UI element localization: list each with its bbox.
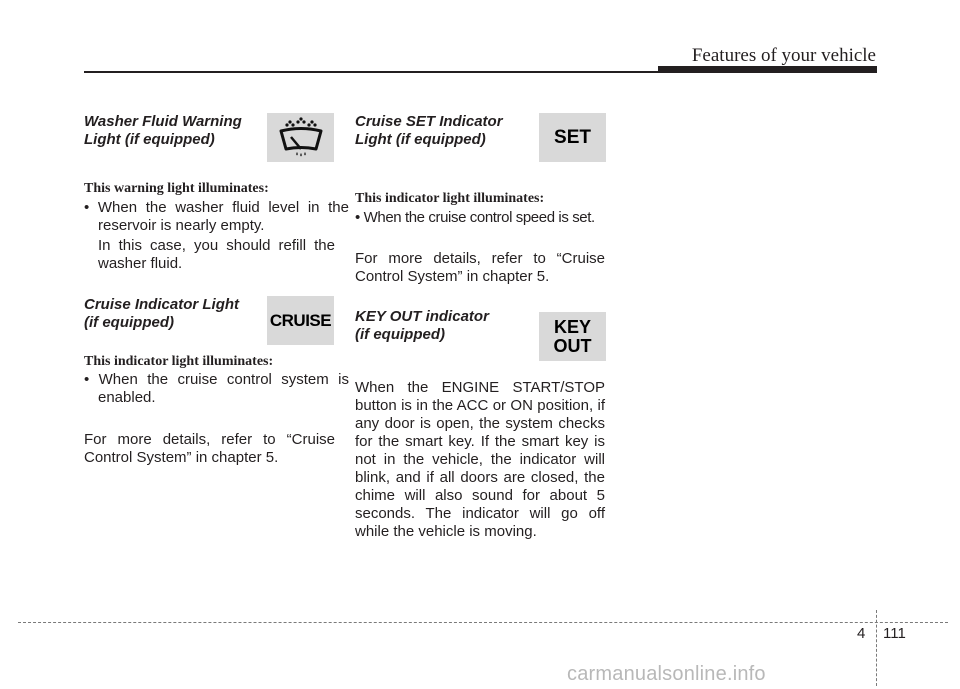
cruise-indicator — [267, 296, 334, 345]
cruise-set-bullet: • When the cruise control speed is set. — [355, 209, 595, 226]
cruise-set-section-title — [355, 113, 503, 149]
header-rule — [84, 71, 658, 73]
washer-bullet: • When the washer fluid level in the reservoir is nearly empty. — [84, 199, 349, 234]
washer-subhead: This warning light illuminates: — [84, 181, 269, 196]
cruise-title-line2: (if equipped) — [84, 314, 174, 331]
cruise-subhead: This indicator light illuminates: — [84, 354, 274, 369]
cruise-set-subhead: This indicator light illuminates: — [355, 191, 545, 206]
washer-fluid-icon — [277, 117, 325, 159]
cruise-section-title — [84, 296, 239, 332]
key-out-title-line1: KEY OUT indicator — [355, 308, 489, 325]
washer-fluid-indicator — [267, 113, 334, 162]
cruise-bullet-text: When the cruise control system is enabled. — [98, 371, 349, 406]
key-out-icon-line2: OUT — [553, 335, 592, 356]
washer-section-title — [84, 113, 242, 149]
cruise-para: For more details, refer to “Cruise Control System” in chapter 5. — [84, 431, 335, 466]
running-header: Features of your vehicle — [691, 45, 876, 66]
cruise-set-para: For more details, refer to “Cruise Control System” in chapter 5. — [355, 250, 605, 285]
key-out-section-title — [355, 308, 489, 344]
watermark: carmanualsonline.info — [567, 663, 766, 685]
cruise-set-bullet-text: When the cruise control speed is set. — [363, 209, 595, 226]
washer-bullet-cont: In this case, you should refill the washer fluid. — [98, 237, 335, 272]
cruise-set-title-line1: Cruise SET Indicator — [355, 113, 503, 130]
set-icon-label: SET — [554, 127, 591, 148]
footer-divider — [18, 622, 948, 623]
cruise-set-title-line2: Light (if equipped) — [355, 131, 486, 148]
key-out-indicator — [539, 312, 606, 361]
cruise-icon-label: CRUISE — [269, 311, 332, 330]
washer-title-line2: Light (if equipped) — [84, 131, 215, 148]
cruise-set-indicator — [539, 113, 606, 162]
washer-title-line1: Washer Fluid Warning — [84, 113, 242, 130]
key-out-icon-line1: KEY — [553, 316, 591, 337]
chapter-number: 4 — [857, 625, 866, 642]
washer-bullet-text: When the washer fluid level in the reservoir is nearly empty. — [97, 199, 349, 234]
page-number: 111 — [883, 625, 906, 642]
header-rule-bold — [658, 66, 877, 73]
footer-vertical-divider — [876, 610, 877, 686]
cruise-title-line1: Cruise Indicator Light — [84, 296, 240, 313]
cruise-bullet: • When the cruise control system is enabled. — [84, 371, 349, 406]
key-out-icon-label — [554, 318, 592, 356]
key-out-para: When the ENGINE START/STOP button is in the ACC or ON position, if any door is open, the system checks for the smart key. If the smart key is not in the vehicle, the indicator will blink, and if all doors are closed, the chime will also sound for about 5 seconds. The indicator will go off while the vehicle is moving. — [355, 379, 605, 540]
key-out-title-line2: (if equipped) — [355, 326, 445, 343]
